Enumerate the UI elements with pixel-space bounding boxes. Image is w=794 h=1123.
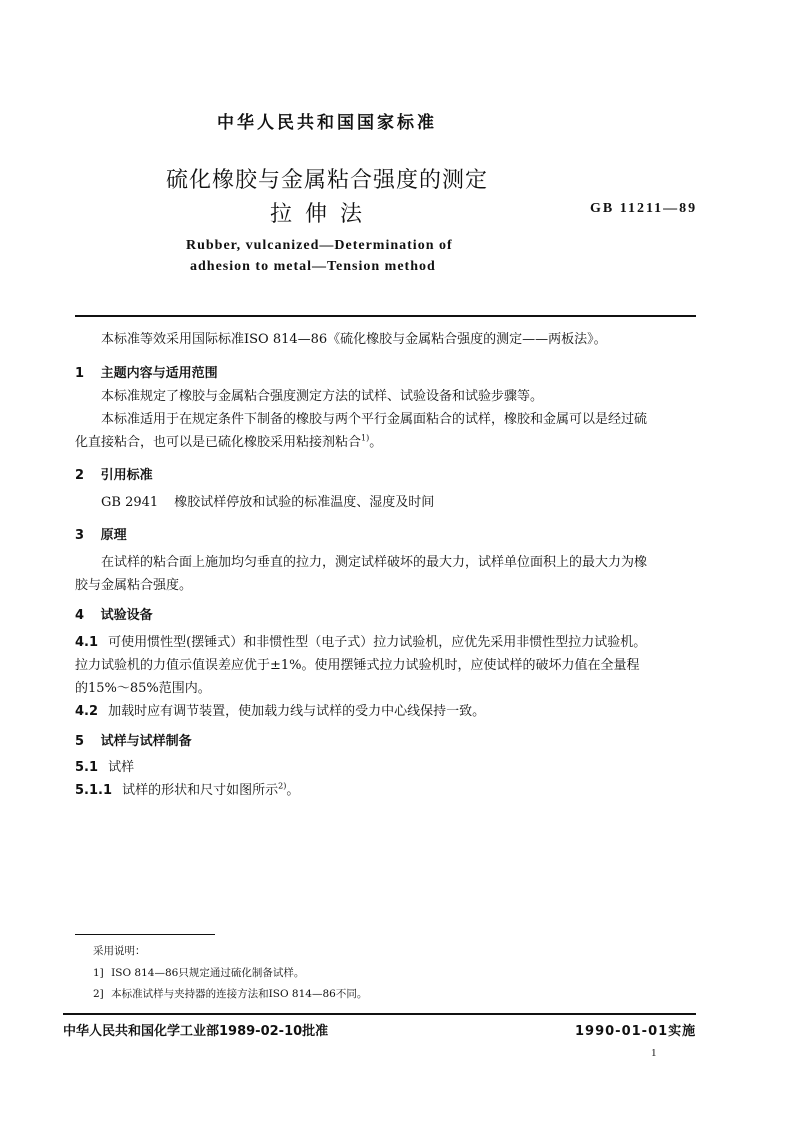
referenced-standard: [101, 491, 434, 514]
section-1-paragraph-2-line-2: [75, 431, 382, 454]
section-number: 4: [75, 608, 85, 623]
section-title: 原理: [100, 528, 127, 543]
clause-title: 试样: [108, 760, 135, 775]
effective-date: 1990-01-01实施: [575, 1024, 697, 1039]
section-number: 2: [75, 468, 85, 483]
document-title: 硫化橡胶与金属粘合强度的测定: [166, 168, 489, 193]
clause-5-1-1: [75, 779, 299, 802]
clause-4-1-line-1: [75, 631, 646, 654]
footer-divider: [63, 1013, 696, 1015]
clause-number: 4.2: [75, 704, 99, 719]
section-title: 试样与试样制备: [100, 734, 192, 749]
clause-4-1-line-3: 的15%～85%范围内。: [75, 681, 211, 696]
header-divider: [75, 315, 696, 317]
clause-number: 4.1: [75, 635, 99, 650]
section-1-paragraph-2-line-1: 本标准适用于在规定条件下制备的橡胶与两个平行金属面粘合的试样，橡胶和金属可以是经过硫: [101, 412, 648, 427]
clause-5-1: [75, 756, 134, 779]
section-2-heading: [75, 464, 153, 483]
section-3-heading: [75, 524, 127, 543]
footnote-1: [93, 965, 304, 980]
section-number: 5: [75, 734, 85, 749]
text-span: 。: [286, 783, 300, 798]
text-span: 。: [369, 435, 383, 450]
section-4-heading: [75, 604, 153, 623]
footnote-mark: 1]: [93, 967, 104, 979]
clause-text: 加载时应有调节装置，使加载力线与试样的受力中心线保持一致。: [108, 704, 486, 719]
ref-title: 橡胶试样停放和试验的标准温度、湿度及时间: [174, 495, 435, 510]
english-title-line2: adhesion to metal—Tension method: [190, 259, 436, 274]
section-3-line-1: 在试样的粘合面上施加均匀垂直的拉力，测定试样破坏的最大力，试样单位面积上的最大力为橡: [101, 555, 648, 570]
clause-number: 5.1: [75, 760, 99, 775]
footnote-text: ISO 814—86只规定通过硫化制备试样。: [111, 967, 305, 979]
clause-4-2: [75, 700, 485, 723]
section-title: 主题内容与适用范围: [100, 366, 218, 381]
footnote-heading: 采用说明：: [93, 945, 146, 957]
footnote-divider: [75, 934, 215, 935]
section-1-heading: [75, 362, 218, 381]
text-span: 化直接粘合，也可以是已硫化橡胶采用粘接剂粘合: [75, 435, 362, 450]
section-title: 试验设备: [100, 608, 153, 623]
intro-paragraph: 本标准等效采用国际标准ISO 814—86《硫化橡胶与金属粘合强度的测定——两板法》。: [101, 332, 607, 347]
section-title: 引用标准: [100, 468, 153, 483]
section-number: 3: [75, 528, 85, 543]
national-standard-title: 中华人民共和国国家标准: [217, 113, 437, 133]
section-1-paragraph-1: 本标准规定了橡胶与金属粘合强度测定方法的试样、试验设备和试验步骤等。: [101, 389, 544, 404]
footnote-ref-2: 2): [278, 781, 287, 791]
clause-4-1-line-2: 拉力试验机的力值示值误差应优于±1%。使用摆锤式拉力试验机时，应使试样的破坏力值在全量程: [75, 658, 640, 673]
clause-number: 5.1.1: [75, 783, 113, 798]
footnote-2: [93, 986, 367, 1001]
footnote-mark: 2]: [93, 988, 104, 1000]
footnote-ref-1: 1): [361, 433, 370, 443]
section-number: 1: [75, 366, 85, 381]
standard-code: GB 11211—89: [590, 201, 698, 216]
page-number: 1: [651, 1047, 657, 1059]
clause-text: 试样的形状和尺寸如图所示: [122, 783, 279, 798]
document-subtitle: 拉 伸 法: [270, 202, 365, 227]
english-title-line1: Rubber, vulcanized—Determination of: [186, 238, 453, 253]
section-3-line-2: 胶与金属粘合强度。: [75, 578, 193, 593]
ref-code: GB 2941: [101, 495, 159, 510]
footnote-text: 本标准试样与夹持器的连接方法和ISO 814—86不同。: [111, 988, 368, 1000]
clause-text: 可使用惯性型(摆锤式）和非惯性型（电子式）拉力试验机，应优先采用非惯性型拉力试验机。: [108, 635, 647, 650]
section-5-heading: [75, 730, 192, 749]
approval-statement: 中华人民共和国化学工业部1989-02-10批准: [63, 1024, 329, 1039]
